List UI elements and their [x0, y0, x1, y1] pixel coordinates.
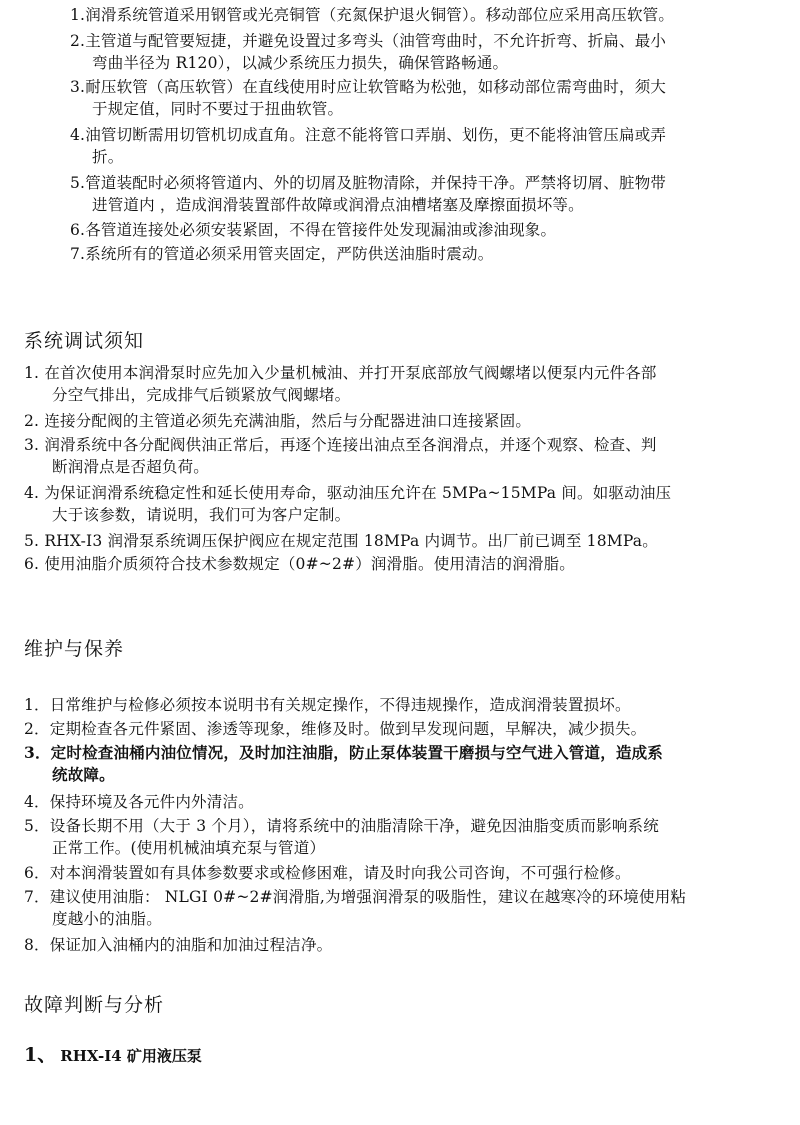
- pipe-rule-1: 1.润滑系统管道采用钢管或光亮铜管（充氮保护退火铜管）。移动部位应采用高压软管。: [70, 6, 675, 24]
- debugging-heading: 系统调试须知: [24, 330, 145, 352]
- pipe-rule-2: 2.主管道与配管要短捷，并避免设置过多弯头（油管弯曲时，不允许折弯、折扁、最小 弯曲半径为 R120），以减少系统压力损失，确保管路畅通。: [70, 32, 667, 72]
- maint-item-6: 6．对本润滑装置如有具体参数要求或检修困难，请及时向我公司咨询，不可强行检修。: [24, 864, 631, 882]
- maint-item-4: 4．保持环境及各元件内外清洁。: [24, 793, 254, 811]
- fault-sub-text: RHX-I4 矿用液压泵: [60, 1047, 202, 1065]
- debug-item-4: 4. 为保证润滑系统稳定性和延长使用寿命，驱动油压允许在 5MPa~15MPa 间。如驱动油压 大于该参数，请说明，我们可为客户定制。: [24, 484, 672, 524]
- debug-item-6: 6. 使用油脂介质须符合技术参数规定（0#~2#）润滑脂。使用清洁的润滑脂。: [24, 555, 576, 573]
- maint-item-5: 5．设备长期不用（大于 3 个月），请将系统中的油脂清除干净，避免因油脂变质而影响系统 正常工作。(使用机械油填充泵与管道）: [24, 817, 659, 857]
- debug-item-1: 1. 在首次使用本润滑泵时应先加入少量机械油、并打开泵底部放气阀螺堵以便泵内元件各部 分空气排出，完成排气后锁紧放气阀螺堵。: [24, 364, 657, 404]
- maintenance-heading: 维护与保养: [24, 638, 125, 660]
- debug-item-5: 5. RHX-I3 润滑泵系统调压保护阀应在规定范围 18MPa 内调节。出厂前已调至 18MPa。: [24, 532, 658, 550]
- fault-sub-number: 1、: [24, 1044, 57, 1066]
- debug-item-2: 2. 连接分配阀的主管道必须先充满油脂，然后与分配器进油口连接紧固。: [24, 412, 532, 430]
- fault-subheading: [24, 1040, 202, 1067]
- pipe-rule-5: 5.管道装配时必须将管道内、外的切屑及脏物清除，并保持干净。严禁将切屑、脏物带 进管道内 ，造成润滑装置部件故障或润滑点油槽堵塞及摩擦面损坏等。: [70, 174, 667, 214]
- maint-item-7: 7．建议使用油脂： NLGI 0#~2#润滑脂,为增强润滑泵的吸脂性，建议在越寒冷的环境使用粘 度越小的油脂。: [24, 888, 687, 928]
- maint-item-8: 8．保证加入油桶内的油脂和加油过程洁净。: [24, 936, 333, 954]
- fault-heading: 故障判断与分析: [24, 994, 165, 1016]
- pipe-rule-4: 4.油管切断需用切管机切成直角。注意不能将管口弄崩、划伤，更不能将油管压扁或弄 折。: [70, 126, 667, 166]
- debug-item-3: 3. 润滑系统中各分配阀供油正常后，再逐个连接出油点至各润滑点，并逐个观察、检查、判 断润滑点是否超负荷。: [24, 436, 657, 476]
- pipe-rule-3: 3.耐压软管（高压软管）在直线使用时应让软管略为松弛，如移动部位需弯曲时，须大 于规定值，同时不要过于扭曲软管。: [70, 78, 667, 118]
- pipe-rule-7: 7.系统所有的管道必须采用管夹固定，严防供送油脂时震动。: [70, 245, 494, 263]
- maint-item-1: 1．日常维护与检修必须按本说明书有关规定操作，不得违规操作，造成润滑装置损坏。: [24, 696, 631, 714]
- pipe-rule-6: 6.各管道连接处必须安装紧固，不得在管接件处发现漏油或渗油现象。: [70, 221, 557, 239]
- maint-item-2: 2．定期检查各元件紧固、渗透等现象，维修及时。做到早发现问题，早解决，减少损失。: [24, 720, 647, 738]
- maint-item-3: 3．定时检查油桶内油位情况，及时加注油脂，防止泵体装置干磨损与空气进入管道，造成系 统故障。: [24, 743, 663, 784]
